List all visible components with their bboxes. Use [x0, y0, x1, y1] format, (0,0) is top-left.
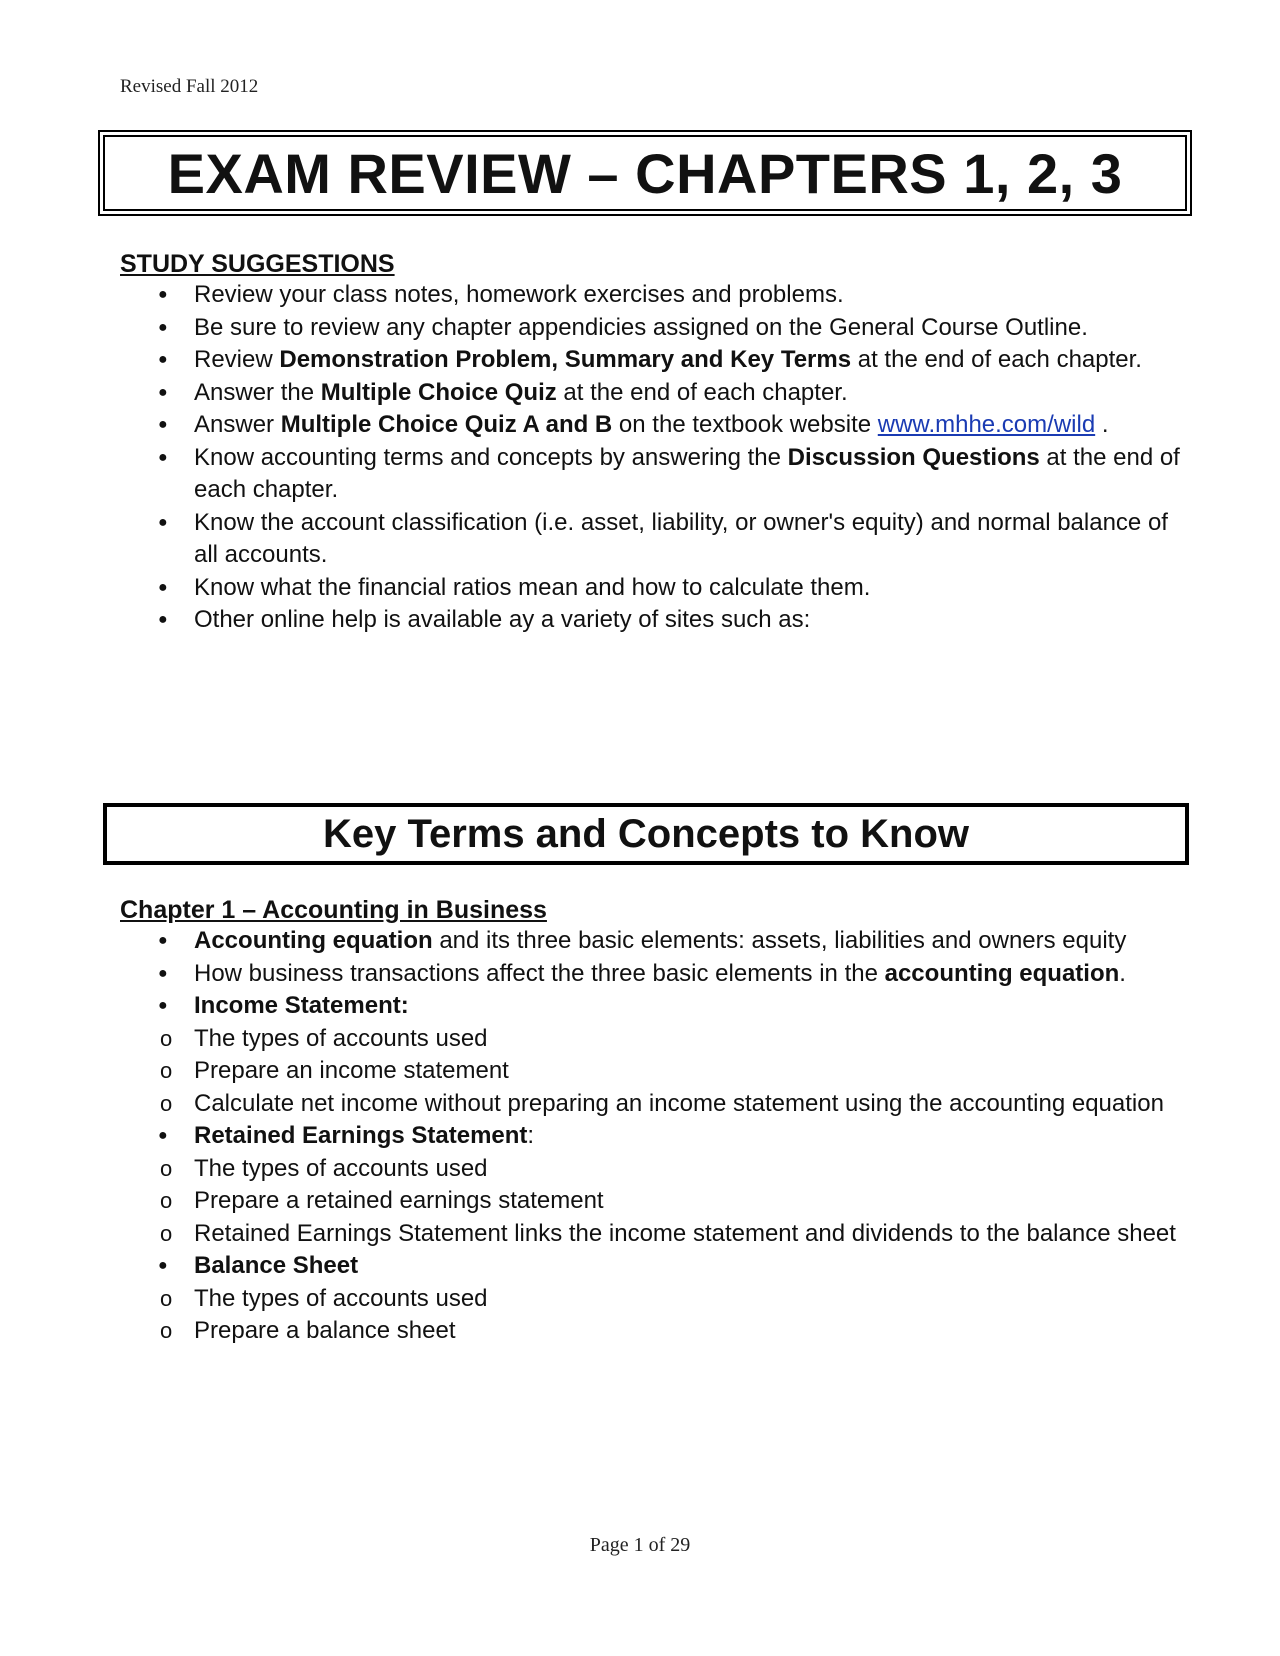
circle-bullet-icon: o	[160, 1090, 173, 1116]
bullet-icon: ●	[158, 964, 168, 982]
list-item: ● Answer Multiple Choice Quiz A and B on the textbook website www.mhhe.com/wild .	[120, 409, 1180, 442]
retained-earnings-sublist	[120, 1153, 1180, 1251]
list-item: ● Review your class notes, homework exercises and problems.	[120, 279, 1180, 312]
list-item: ● Balance Sheet o The types of accounts used o Prepare a balance sheet	[120, 1250, 1180, 1348]
bullet-icon: ●	[158, 578, 168, 596]
bullet-icon: ●	[158, 383, 168, 401]
bullet-icon: ●	[158, 513, 168, 531]
bullet-icon: ●	[158, 932, 168, 949]
bullet-icon: ●	[158, 318, 168, 336]
sub-list-item: o Prepare a retained earnings statement	[120, 1185, 1180, 1218]
sub-list-item: o Retained Earnings Statement links the income statement and dividends to the balance sheet	[120, 1218, 1180, 1251]
list-item: ● Income Statement: o The types of accounts used o Prepare an income statement o Calculate net income without preparing an income statement using the accounting equation	[120, 990, 1180, 1120]
list-item: ● Retained Earnings Statement: o The types of accounts used o Prepare a retained earnings statement o Retained Earnings Statement links the income statement and dividends to the balance sheet	[120, 1120, 1180, 1250]
circle-bullet-icon: o	[160, 1155, 173, 1181]
textbook-website-link[interactable]: www.mhhe.com/wild	[877, 411, 1096, 438]
chapter1-section	[120, 896, 1180, 1348]
list-item: ● Review Demonstration Problem, Summary and Key Terms at the end of each chapter.	[120, 344, 1180, 377]
study-suggestions-list	[120, 279, 1180, 637]
key-terms-box	[103, 803, 1189, 865]
sub-list-item: o Calculate net income without preparing an income statement using the accounting equation	[120, 1088, 1180, 1121]
study-suggestions-section	[120, 250, 1180, 637]
title-box	[98, 130, 1192, 216]
study-suggestions-heading: STUDY SUGGESTIONS	[120, 250, 395, 278]
list-item: ● Know accounting terms and concepts by answering the Discussion Questions at the end of each chapter.	[158, 443, 1180, 503]
bullet-icon: ●	[158, 416, 168, 433]
list-item: ● Answer the Multiple Choice Quiz at the end of each chapter.	[120, 377, 1180, 410]
page-number: Page 1 of 29	[589, 1534, 691, 1556]
bullet-icon: ●	[158, 1257, 168, 1274]
bullet-icon: ●	[158, 448, 168, 466]
list-item: ● How business transactions affect the three basic elements in the accounting equation.	[120, 958, 1180, 991]
income-statement-sublist	[120, 1023, 1180, 1121]
list-item: ● Know the account classification (i.e. asset, liability, or owner's equity) and normal balance of all accounts.	[158, 508, 1168, 568]
bullet-icon: ●	[158, 286, 168, 303]
circle-bullet-icon: o	[160, 1058, 173, 1083]
list-item: ● Other online help is available ay a variety of sites such as:	[120, 604, 1180, 637]
circle-bullet-icon: o	[160, 1188, 173, 1213]
sub-list-item: o The types of accounts used	[120, 1283, 1180, 1316]
revision-note: Revised Fall 2012	[120, 76, 259, 97]
list-item: ● Know what the financial ratios mean and how to calculate them.	[120, 572, 1180, 605]
list-item: ● Be sure to review any chapter appendicies assigned on the General Course Outline.	[120, 312, 1180, 345]
sub-list-item: o The types of accounts used	[120, 1023, 1180, 1056]
bullet-icon: ●	[158, 997, 168, 1014]
sub-list-item: o The types of accounts used	[120, 1153, 1180, 1186]
circle-bullet-icon: o	[160, 1318, 173, 1343]
chapter1-list	[120, 925, 1180, 1348]
bullet-icon: ●	[158, 611, 168, 628]
key-terms-title: Key Terms and Concepts to Know	[322, 811, 969, 856]
bullet-icon: ●	[158, 351, 168, 368]
bullet-icon: ●	[158, 1127, 168, 1144]
circle-bullet-icon: o	[160, 1285, 173, 1311]
sub-list-item: o Prepare an income statement	[120, 1055, 1180, 1088]
list-item: ● Accounting equation and its three basic elements: assets, liabilities and owners equity	[120, 925, 1180, 958]
chapter1-heading: Chapter 1 – Accounting in Business	[120, 896, 547, 924]
page-title: EXAM REVIEW – CHAPTERS 1, 2, 3	[167, 141, 1123, 205]
sub-list-item: o Prepare a balance sheet	[120, 1315, 1180, 1348]
circle-bullet-icon: o	[160, 1025, 173, 1051]
circle-bullet-icon: o	[160, 1220, 173, 1246]
balance-sheet-sublist	[120, 1283, 1180, 1348]
